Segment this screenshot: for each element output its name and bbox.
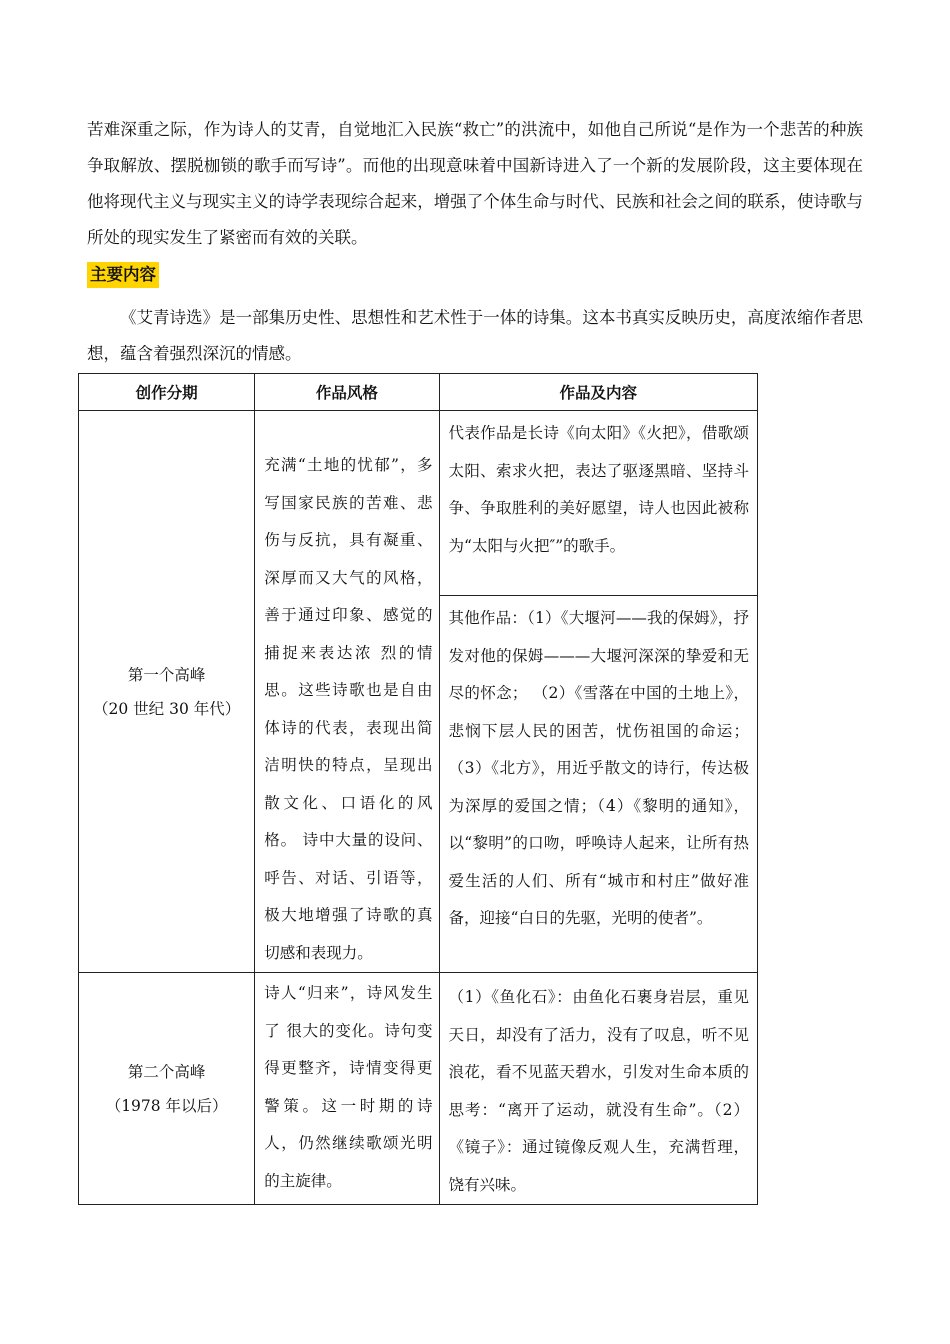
period-name: 第二个高峰 [127, 1062, 206, 1081]
representative-works-cell: 代表作品是长诗《向太阳》《火把》，借歌颂太阳、索求火把，表达了驱逐黑暗、坚持斗争、争取胜利的美好愿望，诗人也因此被称为“太阳与火把″”的歌手。 [439, 411, 757, 596]
other-works-cell: 其他作品：（1）《大堰河——我的保姆》，抒发对他的保姆———大堰河深深的挚爱和无尽的怀念； （2）《雪落在中国的土地上》，悲悯下层人民的困苦，忧伤祖国的命运；（3）《北方》，用近乎散文的诗行，传达极为深厚的爱国之情；（4）《黎明的通知》，以“黎明”的口吻，呼唤诗人起来，让所有热爱生活的人们、所有“城市和村庄”做好准备，迎接“白日的先驱，光明的使者”。 [439, 596, 757, 973]
table-header-row [79, 374, 758, 411]
table-row [79, 411, 758, 596]
section-heading: 主要内容 [87, 262, 159, 288]
period-time: （1978 年以后） [105, 1096, 228, 1115]
style-cell-first: 充满“土地的忧郁”，多写国家民族的苦难、悲伤与反抗，具有凝重、深厚而又大气的风格，善于通过印象、感觉的捕捉来表达浓 烈的情思。这些诗歌也是自由体诗的代表，表现出简洁明快的特点，呈现出散文化、口语化的风格。 诗中大量的设问、呼告、对话、引语等，极大地增强了诗歌的真切感和表现力。 [255, 411, 439, 973]
works-table [78, 373, 758, 1205]
header-works: 作品及内容 [439, 374, 757, 411]
works-cell-second: （1）《鱼化石》：由鱼化石裹身岩层，重见天日，却没有了活力，没有了叹息，听不见浪花，看不见蓝天碧水，引发对生命本质的思考：“离开了运动，就没有生命”。（2）《镜子》：通过镜像反观人生，充满哲理，饶有兴味。 [439, 973, 757, 1205]
period-time: （20 世纪 30 年代） [93, 699, 241, 718]
period-name: 第一个高峰 [127, 665, 206, 684]
summary-paragraph: 《艾青诗选》是一部集历史性、思想性和艺术性于一体的诗集。这本书真实反映历史，高度浓缩作者思想，蕴含着强烈深沉的情感。 [87, 308, 863, 363]
period-cell-first [79, 411, 255, 973]
table-row [79, 973, 758, 1205]
intro-paragraph: 苦难深重之际，作为诗人的艾青，自觉地汇入民族“救亡”的洪流中，如他自己所说“是作为一个悲苦的种族争取解放、摆脱枷锁的歌手而写诗”。而他的出现意味着中国新诗进入了一个新的发展阶段，这主要体现在他将现代主义与现实主义的诗学表现综合起来，增强了个体生命与时代、民族和社会之间的联系，使诗歌与所处的现实发生了紧密而有效的关联。 [87, 120, 863, 247]
style-cell-second: 诗人“归来”，诗风发生了 很大的变化。诗句变得更整齐，诗情变得更警策。这一时期的诗人，仍然继续歌颂光明的主旋律。 [255, 973, 439, 1205]
header-style: 作品风格 [255, 374, 439, 411]
period-cell-second [79, 973, 255, 1205]
header-period: 创作分期 [79, 374, 255, 411]
